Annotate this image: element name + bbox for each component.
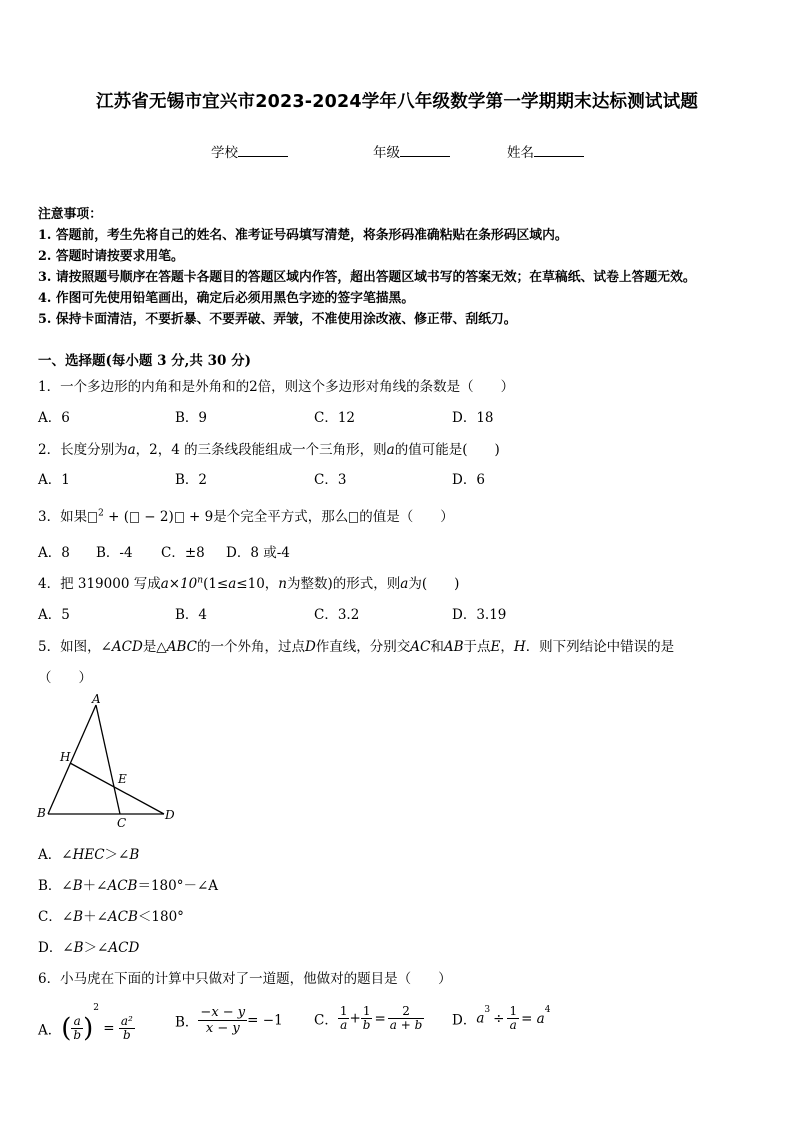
q3-text: 的值是（ ） (359, 509, 454, 525)
grade-label: 年级 (373, 145, 400, 161)
option-text: C．∠ (38, 909, 74, 925)
notice-item: 4. 作图可先使用铅笔画出，确定后必须用黑色字迹的签字笔描黑。 (38, 291, 415, 306)
q4-var: a (400, 576, 409, 592)
notice-heading: 注意事项： (38, 207, 102, 222)
option-var: B (73, 909, 84, 925)
question-3 (38, 505, 454, 525)
q4-option-c[interactable]: C．3.2 (314, 607, 360, 623)
q4-option-b[interactable]: B．4 (175, 607, 208, 623)
equals: = a (521, 1010, 545, 1027)
q5-paren: （ ） (38, 670, 92, 686)
q1-option-c[interactable]: C．12 (314, 410, 356, 426)
q5-var: AC (410, 639, 431, 655)
school-field[interactable] (211, 141, 288, 161)
label-a: A (92, 693, 101, 706)
divide: ÷ (493, 1010, 505, 1027)
q4-expr: a×10 (160, 576, 198, 592)
q5-option-b[interactable] (38, 874, 218, 894)
q5-text: ．则下列结论中错误的是 (525, 639, 675, 655)
q1-option-b[interactable]: B．9 (175, 410, 208, 426)
q5-text: 和 (430, 639, 444, 655)
q2-text: ，2，4 的三条线段能组成一个三角形，则 (135, 442, 387, 458)
denominator: b (73, 1028, 82, 1042)
option-var: HEC (72, 847, 105, 863)
denominator: b (362, 1018, 371, 1032)
notice-item: 1. 答题前，考生先将自己的姓名、准考证号码填写清楚，将条形码准确粘贴在条形码区域内。 (38, 228, 568, 243)
q5-text: ， (500, 639, 514, 655)
q2-option-a[interactable]: A．1 (38, 472, 70, 488)
notice-item: 5. 保持卡面清洁，不要折暴、不要弄破、弄皱，不准使用涂改液、修正带、刮纸刀。 (38, 312, 517, 327)
missing-glyph-box (88, 512, 97, 523)
fraction (119, 1015, 135, 1042)
option-var: B (129, 847, 140, 863)
q6-option-a[interactable] (38, 1003, 135, 1044)
question-5 (38, 635, 674, 655)
exponent: 4 (544, 1005, 551, 1015)
school-blank[interactable] (238, 144, 288, 157)
q5-var: E (490, 639, 501, 655)
option-label: D． (452, 1012, 477, 1029)
page-title: 江苏省无锡市宜兴市2023-2024学年八年级数学第一学期期末达标测试试题 (95, 92, 699, 112)
q5-var: D (304, 639, 316, 655)
notice-item: 2. 答题时请按要求用笔。 (38, 249, 184, 264)
option-text: ＜180° (137, 909, 184, 925)
missing-glyph-box (349, 512, 358, 523)
left-paren: ( (61, 1013, 72, 1044)
denominator: a + b (389, 1018, 423, 1032)
q2-text: 2．长度分别为 (38, 442, 128, 458)
q5-text: 5．如图，∠ (38, 639, 112, 655)
grade-blank[interactable] (400, 144, 450, 157)
q1-option-d[interactable]: D．18 (452, 410, 494, 426)
label-d: D (165, 808, 175, 822)
missing-glyph-box (175, 512, 184, 523)
denominator: b (123, 1028, 131, 1042)
option-text: ＞∠ (83, 940, 109, 956)
q4-option-a[interactable]: A．5 (38, 607, 70, 623)
q1-option-a[interactable]: A．6 (38, 410, 70, 426)
section-heading: 一、选择题(每小题 3 分,共 30 分) (38, 353, 251, 369)
triangle-figure (34, 693, 184, 831)
option-text: ＋∠ (82, 878, 108, 894)
q3-option-d[interactable]: D．8 或-4 (226, 545, 290, 561)
denominator: a (340, 1018, 348, 1032)
right-paren: ) (83, 1013, 94, 1044)
base: a (476, 1010, 485, 1027)
option-text: A．∠ (38, 847, 73, 863)
q3-expr: + ( (103, 509, 129, 525)
fraction (361, 1005, 373, 1032)
numerator: 2 (388, 1005, 425, 1019)
question-6: 6．小马虎在下面的计算中只做对了一道题，他做对的题目是（ ） (38, 971, 452, 987)
numerator: a² (120, 1014, 133, 1028)
q3-expr: − 2) (140, 509, 174, 525)
q5-option-c[interactable] (38, 905, 184, 925)
q3-exponent: 2 (98, 508, 104, 519)
grade-field[interactable] (373, 141, 450, 161)
q5-var: AB (443, 639, 464, 655)
numerator: a (71, 1015, 83, 1029)
denominator: a (509, 1018, 517, 1032)
q4-text: ≤10， (236, 576, 279, 592)
question-4 (38, 572, 459, 592)
numerator: 1 (509, 1004, 518, 1018)
label-b: B (37, 806, 46, 820)
q4-text: 为整数)的形式，则 (287, 576, 401, 592)
name-field[interactable] (507, 141, 584, 161)
denominator: x − y (205, 1021, 240, 1036)
option-label: B． (175, 1014, 199, 1031)
q6-option-d[interactable] (452, 1005, 550, 1032)
q4-exponent: n (197, 575, 204, 586)
q4-var: n (278, 576, 287, 592)
q3-text: 是个完全平方式，那么 (213, 509, 349, 525)
question-1: 1．一个多边形的内角和是外角和的2倍，则这个多边形对角线的条数是（ ） (38, 379, 515, 395)
option-text: B．∠ (38, 878, 73, 894)
q2-var: a (386, 442, 395, 458)
q5-text: 是△ (142, 639, 167, 655)
fraction (507, 1005, 519, 1032)
q2-option-d[interactable]: D．6 (452, 472, 485, 488)
q3-option-c[interactable]: C．±8 (161, 545, 205, 561)
q2-option-b[interactable]: B．2 (175, 472, 208, 488)
label-h: H (60, 750, 71, 764)
option-text: ＞∠ (104, 847, 130, 863)
segment-ab (48, 705, 96, 814)
exponent: 3 (484, 1005, 491, 1015)
rhs: = −1 (247, 1012, 283, 1029)
q4-text: 为( ) (408, 576, 460, 592)
q6-option-c[interactable] (314, 1005, 424, 1032)
missing-glyph-box (130, 512, 139, 523)
segment-hd (70, 763, 164, 814)
q4-text: (1≤ (203, 576, 229, 592)
option-text: ＋∠ (83, 909, 108, 925)
label-c: C (117, 816, 127, 830)
q2-option-c[interactable]: C．3 (314, 472, 347, 488)
segment-ac (96, 705, 120, 814)
exponent: 2 (93, 1003, 99, 1013)
q5-text: 的一个外角，过点 (196, 639, 305, 655)
q6-option-b[interactable] (175, 1005, 283, 1036)
option-text: D．∠ (38, 940, 74, 956)
label-e: E (118, 772, 127, 786)
q2-text: 的值可能是( ) (394, 442, 500, 458)
q5-var: ACD (111, 639, 143, 655)
option-label: C． (314, 1012, 338, 1029)
notice-item: 3. 请按照题号顺序在答题卡各题目的答题区域内作答，超出答题区域书写的答案无效；在草稿纸、试卷上答题无效。 (38, 270, 696, 285)
q3-option-b[interactable]: B．-4 (96, 545, 133, 561)
fraction (388, 1005, 425, 1032)
option-label: A． (38, 1022, 62, 1039)
question-2 (38, 438, 500, 458)
fraction (338, 1005, 350, 1032)
name-label: 姓名 (507, 145, 534, 161)
numerator: −x − y (200, 1005, 246, 1020)
fraction (198, 1005, 247, 1036)
equals: = (374, 1010, 386, 1027)
q3-expr: + 9 (184, 509, 214, 525)
q5-option-a[interactable] (38, 843, 139, 863)
option-text: ＝180°－∠A (137, 878, 219, 894)
q2-var: a (127, 442, 136, 458)
school-label: 学校 (211, 145, 238, 161)
q5-text: 于点 (463, 639, 491, 655)
q3-option-a[interactable]: A．8 (38, 545, 70, 561)
option-var: ACD (108, 940, 140, 956)
q5-text: 作直线，分别交 (315, 639, 411, 655)
plus: + (349, 1010, 361, 1027)
q3-text: 3．如果 (38, 509, 88, 525)
name-blank[interactable] (534, 144, 584, 157)
q5-var: H (513, 639, 526, 655)
option-var: B (73, 940, 84, 956)
q4-text: 4．把 319000 写成 (38, 576, 161, 592)
fraction (71, 1015, 83, 1042)
option-var: ACB (107, 909, 138, 925)
equals: = (98, 1020, 119, 1037)
q5-var: ABC (166, 639, 197, 655)
q5-option-d[interactable] (38, 936, 139, 956)
option-var: ACB (107, 878, 138, 894)
q4-var: a (228, 576, 237, 592)
option-var: B (72, 878, 83, 894)
q4-option-d[interactable]: D．3.19 (452, 607, 507, 623)
numerator: 1 (339, 1004, 348, 1018)
numerator: 1 (361, 1005, 373, 1019)
